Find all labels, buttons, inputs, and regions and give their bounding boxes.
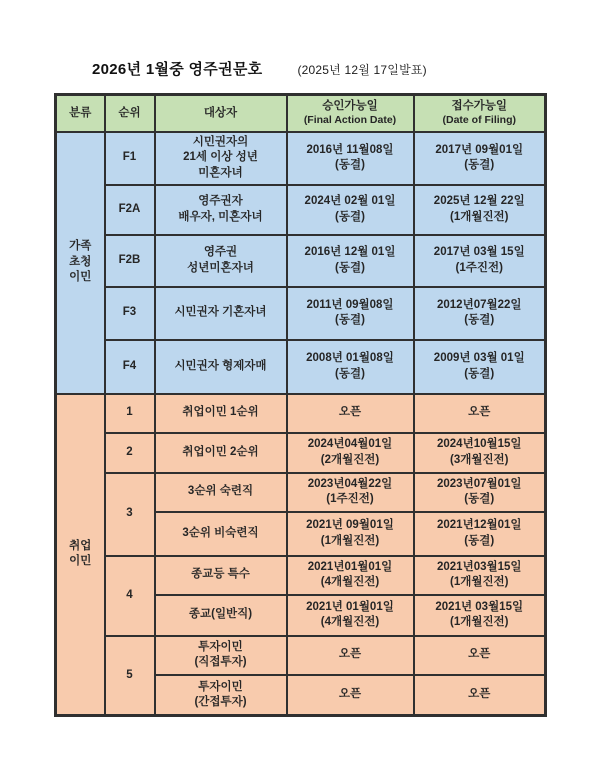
table-row	[56, 287, 546, 340]
filing-cell: 2017년 09월01일 (동결)	[414, 132, 546, 185]
filing-cell: 오픈	[414, 394, 546, 433]
table-row	[56, 556, 546, 595]
filing-cell: 2023년07월01일 (동결)	[414, 473, 546, 512]
filing-cell: 2025년 12월 22일 (1개월진전)	[414, 185, 546, 235]
final-action-cell: 2024년04월01일 (2개월진전)	[287, 433, 414, 473]
filing-cell: 오픈	[414, 636, 546, 675]
filing-cell: 2021년 03월15일 (1개월진전)	[414, 595, 546, 636]
final-action-cell: 2021년 09월01일 (1개월진전)	[287, 512, 414, 556]
header-row	[56, 95, 546, 132]
final-action-cell: 2008년 01월08일 (동결)	[287, 340, 414, 394]
priority-cell: 2	[105, 433, 155, 473]
final-action-cell: 2021년01월01일 (4개월진전)	[287, 556, 414, 595]
col-header-final-action-ko: 승인가능일	[322, 99, 378, 112]
final-action-cell: 2011년 09월08일 (동결)	[287, 287, 414, 340]
visa-bulletin-table	[54, 93, 547, 717]
priority-cell: 3	[105, 473, 155, 556]
target-cell: 영주권 성년미혼자녀	[155, 235, 287, 287]
publish-date: (2025년 12월 17일발표)	[297, 63, 427, 77]
col-header-priority: 순위	[105, 95, 155, 132]
final-action-cell: 2016년 11월08일 (동결)	[287, 132, 414, 185]
filing-cell: 2012년07월22일 (동결)	[414, 287, 546, 340]
section-label-employment: 취업 이민	[56, 394, 105, 716]
page-title: 2026년 1월중 영주권문호	[92, 61, 263, 78]
target-cell: 시민권자의 21세 이상 성년 미혼자녀	[155, 132, 287, 185]
final-action-cell: 오픈	[287, 675, 414, 716]
final-action-cell: 오픈	[287, 636, 414, 675]
priority-cell: F3	[105, 287, 155, 340]
target-cell: 3순위 숙련직	[155, 473, 287, 512]
col-header-filing-en: (Date of Filing)	[442, 113, 516, 126]
priority-cell: F2A	[105, 185, 155, 235]
table-row	[56, 132, 546, 185]
priority-cell: 5	[105, 636, 155, 716]
priority-cell: F2B	[105, 235, 155, 287]
filing-cell: 오픈	[414, 675, 546, 716]
col-header-final-action	[287, 95, 414, 132]
final-action-cell: 2016년 12월 01일 (동결)	[287, 235, 414, 287]
priority-cell: F4	[105, 340, 155, 394]
col-header-target: 대상자	[155, 95, 287, 132]
target-cell: 투자이민 (간접투자)	[155, 675, 287, 716]
table-row	[56, 433, 546, 473]
table-row	[56, 473, 546, 512]
priority-cell: 1	[105, 394, 155, 433]
target-cell: 종교등 특수	[155, 556, 287, 595]
col-header-final-action-en: (Final Action Date)	[303, 113, 397, 126]
target-cell: 투자이민 (직접투자)	[155, 636, 287, 675]
table-row	[56, 235, 546, 287]
target-cell: 시민권자 형제자매	[155, 340, 287, 394]
target-cell: 종교(일반직)	[155, 595, 287, 636]
table-row	[56, 394, 546, 433]
section-label-family: 가족 초청 이민	[56, 132, 105, 394]
table-row	[56, 185, 546, 235]
document-header	[92, 58, 427, 79]
filing-cell: 2009년 03월 01일 (동결)	[414, 340, 546, 394]
filing-cell: 2021년12월01일 (동결)	[414, 512, 546, 556]
target-cell: 시민권자 기혼자녀	[155, 287, 287, 340]
col-header-filing	[414, 95, 546, 132]
final-action-cell: 2024년 02월 01일 (동결)	[287, 185, 414, 235]
col-header-category: 분류	[56, 95, 105, 132]
filing-cell: 2021년03월15일 (1개월진전)	[414, 556, 546, 595]
table-row	[56, 340, 546, 394]
target-cell: 3순위 비숙련직	[155, 512, 287, 556]
filing-cell: 2017년 03월 15일 (1주진전)	[414, 235, 546, 287]
target-cell: 영주권자 배우자, 미혼자녀	[155, 185, 287, 235]
target-cell: 취업이민 2순위	[155, 433, 287, 473]
final-action-cell: 2023년04월22일 (1주진전)	[287, 473, 414, 512]
target-cell: 취업이민 1순위	[155, 394, 287, 433]
priority-cell: F1	[105, 132, 155, 185]
table-row	[56, 636, 546, 675]
priority-cell: 4	[105, 556, 155, 636]
col-header-filing-ko: 접수가능일	[451, 99, 508, 112]
final-action-cell: 오픈	[287, 394, 414, 433]
filing-cell: 2024년10월15일 (3개월진전)	[414, 433, 546, 473]
final-action-cell: 2021년 01월01일 (4개월진전)	[287, 595, 414, 636]
